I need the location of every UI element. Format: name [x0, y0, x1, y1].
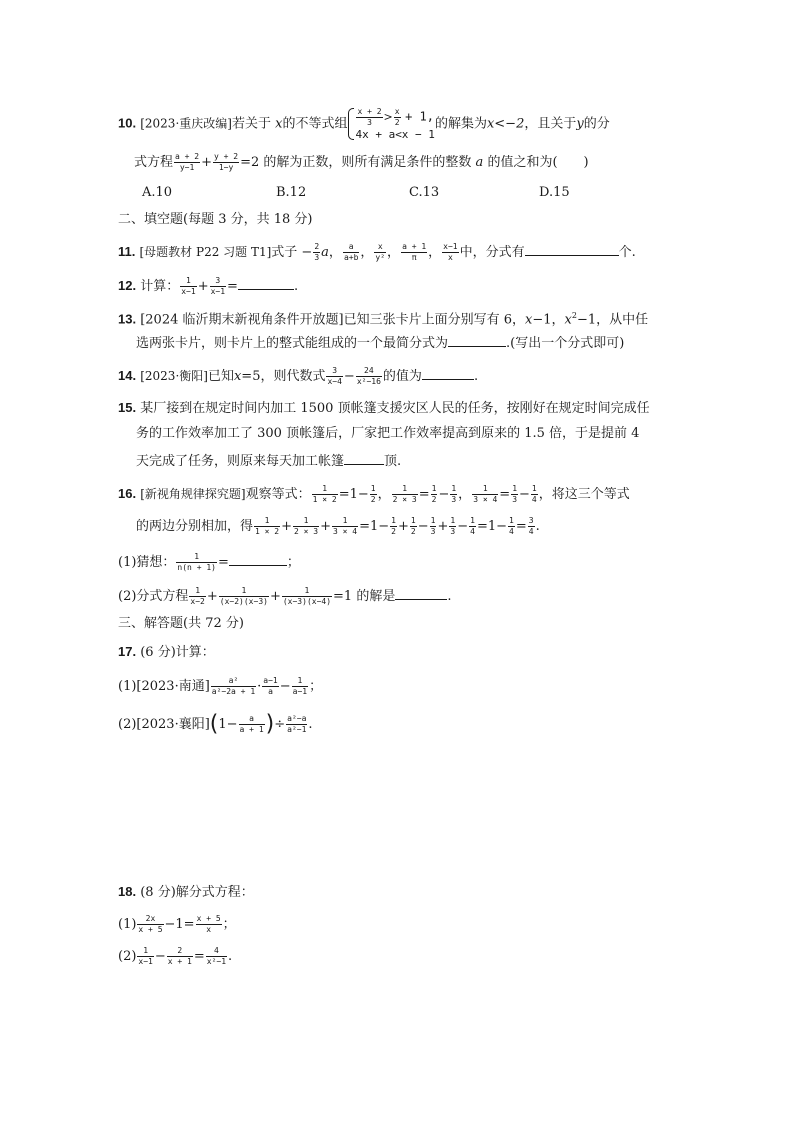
- question-14: 14. [2023·衡阳]已知x=5，则代数式 $\frac{3}{x-4}$ − $\frac{24}{\text{x²−16}}$ 的值为 .: [118, 366, 479, 386]
- fraction: $\frac{3}{4}$: [528, 516, 534, 536]
- answer-blank[interactable]: [525, 243, 619, 256]
- question-number: 10.: [118, 115, 137, 131]
- fraction: $\frac{1}{2 \times 3}$: [392, 484, 417, 504]
- fraction: $\frac{1}{3 \times 4}$: [333, 516, 358, 536]
- question-18-head: [118, 884, 254, 901]
- fraction: $\frac{1}{a-1}$: [292, 676, 308, 696]
- fraction: $\frac{4}{\text{x²−1}}$: [206, 946, 227, 966]
- fraction: $\frac{1}{n(n + 1)}$: [177, 552, 216, 572]
- text: 式方程: [134, 155, 174, 170]
- answer-blank[interactable]: [238, 277, 294, 290]
- option-c[interactable]: C.13: [409, 185, 440, 200]
- source-tag: [母题教材 P22 习题 T1]: [139, 245, 272, 259]
- fraction: $\frac{3}{x-4}$: [327, 366, 342, 386]
- text: 个.: [618, 245, 636, 260]
- fraction: $\frac{1}{3}$: [450, 516, 456, 536]
- question-15-line-1: [118, 400, 650, 417]
- question-17-head: [118, 644, 215, 661]
- text: 若关于: [231, 116, 271, 132]
- fraction: $\frac{1}{3}$: [451, 484, 457, 504]
- fraction: $\frac{y + 2}{1-y}$: [214, 152, 239, 172]
- question-17-part-1: (1)[2023·南通] $\frac{\text{a²}}{\text{a²−2a + 1}}$ · $\frac{a-1}{a}$ − $\frac{1}{a-1}$ ；: [118, 676, 323, 696]
- text: 的分: [583, 116, 610, 132]
- question-18-part-1: (1) $\frac{2x}{x + 5}$ −1= $\frac{x + 5}{x}$ ；: [118, 914, 236, 934]
- question-10-line-2: 式方程 $\frac{a + 2}{y-1}$ + $\frac{y + 2}{1-y}$ =2 的解为正数，则所有满足条件的整数 a 的值之和为( ): [134, 152, 589, 172]
- fraction: $\frac{x + 5}{x}$: [196, 914, 221, 934]
- fraction: $\frac{1}{(x-3)(x-4)}$: [282, 586, 332, 606]
- source-tag: [2023·衡阳]: [140, 369, 208, 383]
- fraction: $\frac{a}{a+b}$: [343, 242, 359, 262]
- question-number: 12.: [118, 278, 137, 293]
- text: (6 分)计算：: [140, 645, 215, 660]
- source-tag: [新视角规律探究题]: [140, 487, 246, 501]
- fraction: $\frac{24}{\text{x²−16}}$: [356, 366, 381, 386]
- fraction: $\frac{\text{a²−a}}{\text{a²−1}}$: [287, 714, 307, 734]
- text: 某厂接到在规定时间内加工 1500 顶帐篷支援灾区人民的任务，按刚好在规定时间完成任: [140, 401, 650, 416]
- question-13-line-2: [136, 334, 624, 352]
- variable: x: [275, 116, 283, 132]
- fraction: $\frac{a}{a + 1}$: [239, 714, 264, 734]
- fraction: $\frac{1}{2 \times 3}$: [294, 516, 319, 536]
- text: =2 的解为正数，则所有满足条件的整数: [240, 155, 472, 170]
- variable: y: [576, 116, 584, 132]
- text: 中，分式有: [459, 245, 525, 260]
- source-tag: [2023·重庆改编]: [140, 116, 232, 131]
- answer-blank[interactable]: [344, 452, 384, 465]
- question-number: 16.: [118, 486, 137, 501]
- answer-blank[interactable]: [422, 367, 474, 380]
- inequality-system: $\frac{x + 2}{3}$ > $\frac{x}{2}$ + 1, 4x + a<x − 1: [347, 107, 434, 141]
- solution-set: x<−2: [486, 116, 525, 132]
- text: (8 分)解分式方程：: [140, 885, 254, 900]
- question-17-part-2: (2)[2023·襄阳](1− $\frac{a}{a + 1}$ )÷ $\frac{\text{a²−a}}{\text{a²−1}}$ .: [118, 711, 313, 737]
- question-number: 14.: [118, 368, 137, 383]
- text: 的值之和为( ): [487, 155, 589, 170]
- answer-blank[interactable]: [448, 334, 506, 347]
- text: 天完成了任务，则原来每天加工帐篷: [136, 454, 345, 469]
- question-18-part-2: (2) $\frac{1}{x-1}$ − $\frac{2}{x + 1}$ = $\frac{4}{\text{x²−1}}$ .: [118, 946, 233, 966]
- text: 式子 −: [271, 245, 313, 260]
- text: 的不等式组: [282, 116, 348, 132]
- fraction: $\frac{1}{2}$: [410, 516, 416, 536]
- text: 选两张卡片，则卡片上的整式能组成的一个最简分式为: [136, 336, 449, 351]
- fraction: $\frac{x-1}{x}$: [443, 242, 458, 262]
- fraction: $\frac{1}{1 \times 2}$: [312, 484, 337, 504]
- section-heading-fill-blank: 二、填空题(每题 3 分，共 18 分): [118, 212, 313, 227]
- question-number: 13.: [118, 311, 137, 327]
- fraction: $\frac{1}{4}$: [509, 516, 514, 536]
- question-11: 11. [母题教材 P22 习题 T1]式子 − $\frac{2}{3}$ a， $\frac{a}{a+b}$ ， $\frac{x}{\text{y²}}$ ， $\frac{a + 1}{\pi}$ ， $\frac{x-1}{x}$ 中，分式有 个.: [118, 242, 636, 262]
- option-b[interactable]: B.12: [276, 185, 307, 200]
- fraction: $\frac{x}{2}$: [394, 107, 400, 127]
- question-16-line-2: 的两边分别相加，得 $\frac{1}{1 \times 2}$ + $\frac{1}{2 \times 3}$ + $\frac{1}{3 \times 4}$ =1− $\frac{1}{2}$ + $\frac{1}{2}$ − $\frac{1}{3}$ + $\frac{1}{3}$ − $\frac{1}{4}$ =1− $\frac{1}{4}$ = $\frac{3}{4}$ .: [136, 516, 540, 536]
- variable: a: [475, 155, 484, 170]
- fraction: $\frac{1}{3 \times 4}$: [473, 484, 498, 504]
- answer-blank[interactable]: [229, 553, 287, 566]
- fraction: $\frac{1}{2}$: [431, 484, 437, 504]
- question-12: 12. 计算： $\frac{1}{x-1}$ + $\frac{3}{x-1}$ = .: [118, 276, 299, 296]
- fraction: $\frac{1}{(x-2)(x-3)}$: [219, 586, 268, 606]
- question-10-line-1: [118, 107, 610, 141]
- fraction: $\frac{1}{3}$: [512, 484, 518, 504]
- question-16-part-1: (1)猜想： $\frac{1}{n(n + 1)}$ = ；: [118, 552, 300, 572]
- fraction: $\frac{2}{x + 1}$: [167, 946, 192, 966]
- question-16-line-1: 16. [新视角规律探究题]观察等式： $\frac{1}{1 \times 2}$ =1− $\frac{1}{2}$ ， $\frac{1}{2 \times 3}$ = $\frac{1}{2}$ − $\frac{1}{3}$ ， $\frac{1}{3 \times 4}$ = $\frac{1}{3}$ − $\frac{1}{4}$ ，将这三个等式: [118, 484, 630, 504]
- fraction: $\frac{1}{4}$: [531, 484, 537, 504]
- text: [2024 临沂期末新视角条件开放题]已知三张卡片上面分别写有 6，: [140, 312, 525, 328]
- fraction: $\frac{1}{2}$: [391, 516, 396, 536]
- fraction: $\frac{1}{3}$: [430, 516, 436, 536]
- fraction: $\frac{a-1}{a}$: [263, 676, 278, 696]
- section-heading-solve: 三、解答题(共 72 分): [118, 616, 244, 631]
- question-13-line-1: 13. [2024 临沂期末新视角条件开放题]已知三张卡片上面分别写有 6，x−1，$x^2-1$，从中任: [118, 311, 649, 328]
- option-d[interactable]: D.15: [539, 185, 570, 200]
- question-number: 17.: [118, 644, 137, 659]
- text: 的解集为: [434, 116, 487, 132]
- fraction: $\frac{1}{x-1}$: [138, 946, 153, 966]
- fraction: $\frac{1}{1 \times 2}$: [255, 516, 280, 536]
- question-number: 18.: [118, 884, 137, 899]
- question-15-line-3: [136, 452, 401, 470]
- fraction: $\frac{1}{2}$: [370, 484, 376, 504]
- question-15-line-2: 务的工作效率加工了 300 顶帐篷后，厂家把工作效率提高到原来的 1.5 倍，于是提前 4: [136, 426, 640, 441]
- fraction: $\frac{1}{4}$: [470, 516, 475, 536]
- fraction: $\frac{1}{x-2}$: [190, 586, 205, 606]
- fraction: $\frac{x}{\text{y²}}$: [375, 242, 386, 262]
- fraction: $\frac{a + 2}{y-1}$: [175, 152, 200, 172]
- fraction: $\frac{x + 2}{3}$: [357, 107, 382, 127]
- option-a[interactable]: A.10: [142, 185, 173, 200]
- fraction: $\frac{1}{x-1}$: [181, 276, 196, 296]
- text: .(写出一个分式即可): [506, 336, 625, 351]
- question-16-part-2: (2)分式方程 $\frac{1}{x-2}$ + $\frac{1}{(x-2)(x-3)}$ + $\frac{1}{(x-3)(x-4)}$ =1 的解是 .: [118, 586, 452, 606]
- fraction: $\frac{2x}{x + 5}$: [138, 914, 163, 934]
- fraction: $\frac{\text{a²}}{\text{a²−2a + 1}}$: [211, 676, 256, 696]
- answer-blank[interactable]: [395, 587, 447, 600]
- fraction: $\frac{2}{3}$: [314, 242, 320, 262]
- fraction: $\frac{3}{x-1}$: [210, 276, 226, 296]
- text: 顶.: [384, 454, 402, 469]
- text: ，且关于: [524, 116, 577, 132]
- question-number: 11.: [118, 244, 136, 259]
- fraction: $\frac{a + 1}{\pi}$: [402, 242, 427, 262]
- question-number: 15.: [118, 400, 137, 415]
- text: 计算：: [140, 279, 180, 294]
